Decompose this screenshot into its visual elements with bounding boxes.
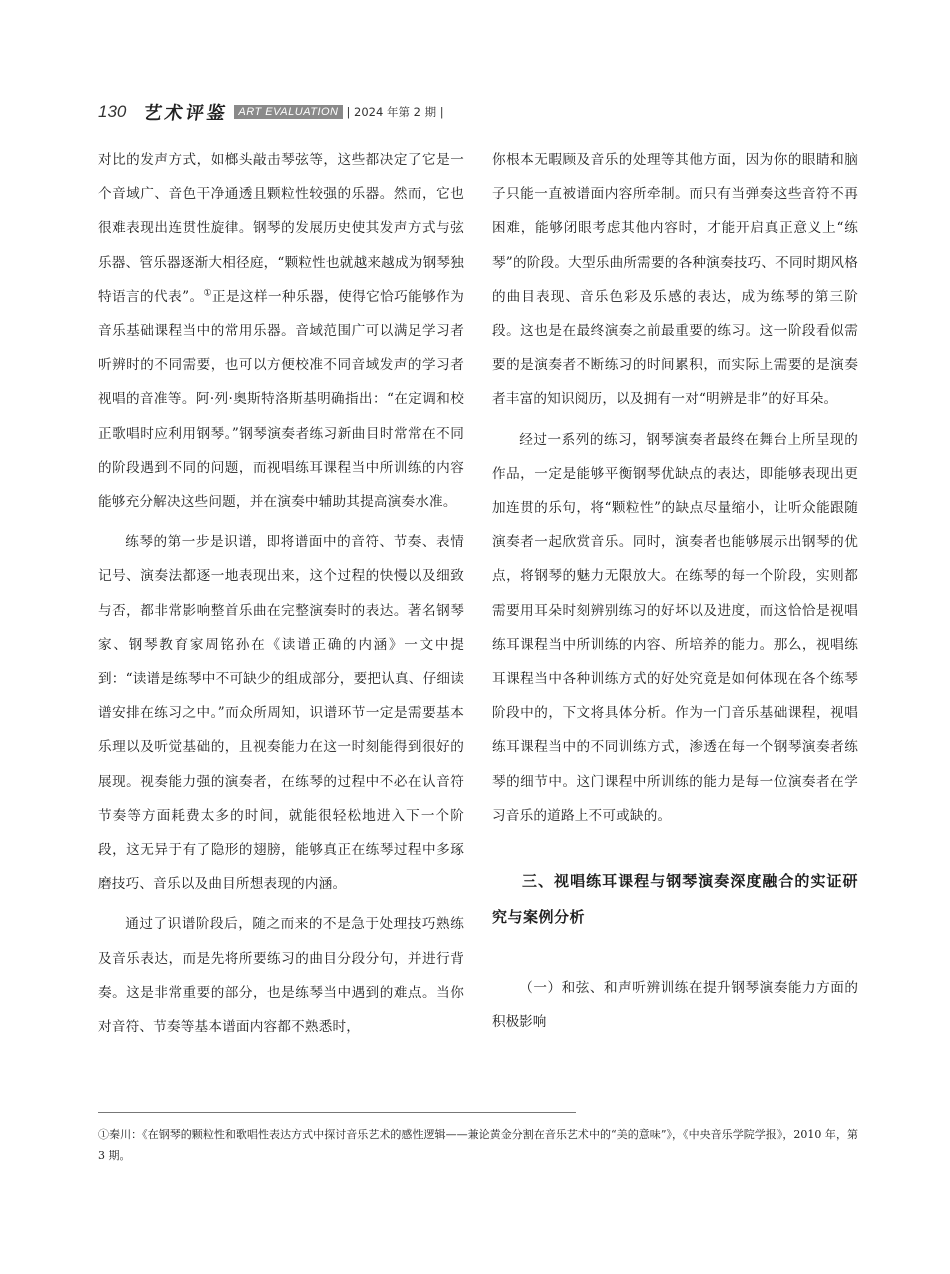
footnote-marker[interactable]: ① bbox=[203, 288, 212, 299]
paragraph-text: 对比的发声方式，如榔头敲击琴弦等，这些都决定了它是一个音域广、音色干净通透且颗粒性较强的乐器。然而，它也很难表现出连贯性旋律。钢琴的发展历史使其发声方式与弦乐器、管乐器逐渐大相径庭，“颗粒性也就越来越成为钢琴独特语言的代表”。 bbox=[98, 152, 464, 305]
body-paragraph: 你根本无暇顾及音乐的处理等其他方面，因为你的眼睛和脑子只能一直被谱面内容所牵制。而只有当弹奏这些音符不再困难，能够闭眼考虑其他内容时，才能开启真正意义上“练琴”的阶段。大型乐曲所需要的各种演奏技巧、不同时期风格的曲目表现、音乐色彩及乐感的表达，成为练琴的第三阶段。这也是在最终演奏之前最重要的练习。这一阶段看似需要的是演奏者不断练习的时间累积，而实际上需要的是演奏者丰富的知识阅历，以及拥有一对“明辨是非”的好耳朵。 bbox=[492, 152, 858, 408]
journal-logo: 艺术评鉴 bbox=[142, 103, 230, 124]
body-paragraph: 通过了识谱阶段后，随之而来的不是急于处理技巧熟练及音乐表达，而是先将所要练习的曲目分段分句，并进行背奏。这是非常重要的部分，也是练琴当中遇到的难点。当你对音符、节奏等基本谱面内容都不熟悉时， bbox=[98, 916, 464, 1036]
right-column bbox=[492, 143, 858, 1039]
body-paragraph: 经过一系列的练习，钢琴演奏者最终在舞台上所呈现的作品，一定是能够平衡钢琴优缺点的表达，即能够表现出更加连贯的乐句，将“颗粒性”的缺点尽量缩小，让听众能跟随演奏者一起欣赏音乐。同时，演奏者也能够展示出钢琴的优点，将钢琴的魅力无限放大。在练琴的每一个阶段，实则都需要用耳朵时刻辨别练习的好坏以及进度，而这恰恰是视唱练耳课程当中所训练的内容、所培养的能力。那么，视唱练耳课程当中各种训练方式的好处究竟是如何体现在各个练琴阶段中的，下文将具体分析。作为一门音乐基础课程，视唱练耳课程当中的不同训练方式，渗透在每一个钢琴演奏者练琴的细节中。这门课程中所训练的能力是每一位演奏者在学习音乐的道路上不可或缺的。 bbox=[492, 431, 858, 824]
issue-info: | 2024 年第 2 期 | bbox=[346, 105, 444, 119]
section-heading: 三、视唱练耳课程与钢琴演奏深度融合的实证研究与案例分析 bbox=[492, 872, 858, 927]
footnote: ①秦川：《在钢琴的颗粒性和歌唱性表达方式中探讨音乐艺术的感性逻辑——兼论黄金分割在音乐艺术中的“美的意味”》，《中央音乐学院学报》，2010 年，第 3 期。 bbox=[98, 1128, 858, 1162]
body-paragraph bbox=[98, 143, 464, 519]
journal-english-name: ART EVALUATION bbox=[234, 105, 342, 119]
footnote-divider bbox=[98, 1112, 576, 1113]
body-paragraph: 练琴的第一步是识谱，即将谱面中的音符、节奏、表情记号、演奏法都逐一地表现出来，这个过程的快慢以及细致与否，都非常影响整首乐曲在完整演奏时的表达。著名钢琴家、钢琴教育家周铭孙在《读谱正确的内涵》一文中提到：“读谱是练琴中不可缺少的组成部分，要把认真、仔细读谱安排在练习之中。”而众所周知，识谱环节一定是需要基本乐理以及听觉基础的，且视奏能力在这一时刻能得到很好的展现。视奏能力强的演奏者，在练琴的过程中不必在认音符节奏等方面耗费太多的时间，就能很轻松地进入下一个阶段，这无异于有了隐形的翅膀，能够真正在练琴过程中多琢磨技巧、音乐以及曲目所想表现的内涵。 bbox=[98, 534, 464, 893]
paragraph-text: 正是这样一种乐器，使得它恰巧能够作为音乐基础课程当中的常用乐器。音域范围广可以满足学习者听辨时的不同需要，也可以方便校准不同音域发声的学习者视唱的音准等。阿·列·奥斯特洛斯基明确指出：“在定调和校正歌唱时应利用钢琴。”钢琴演奏者练习新曲目时常常在不同的阶段遇到不同的问题，而视唱练耳课程当中所训练的内容能够充分解决这些问题，并在演奏中辅助其提高演奏水准。 bbox=[98, 288, 464, 511]
running-header bbox=[98, 100, 444, 124]
subsection-heading: （一）和弦、和声听辨训练在提升钢琴演奏能力方面的积极影响 bbox=[492, 980, 858, 1031]
page-number: 130 bbox=[98, 102, 127, 121]
left-column bbox=[98, 143, 464, 1044]
